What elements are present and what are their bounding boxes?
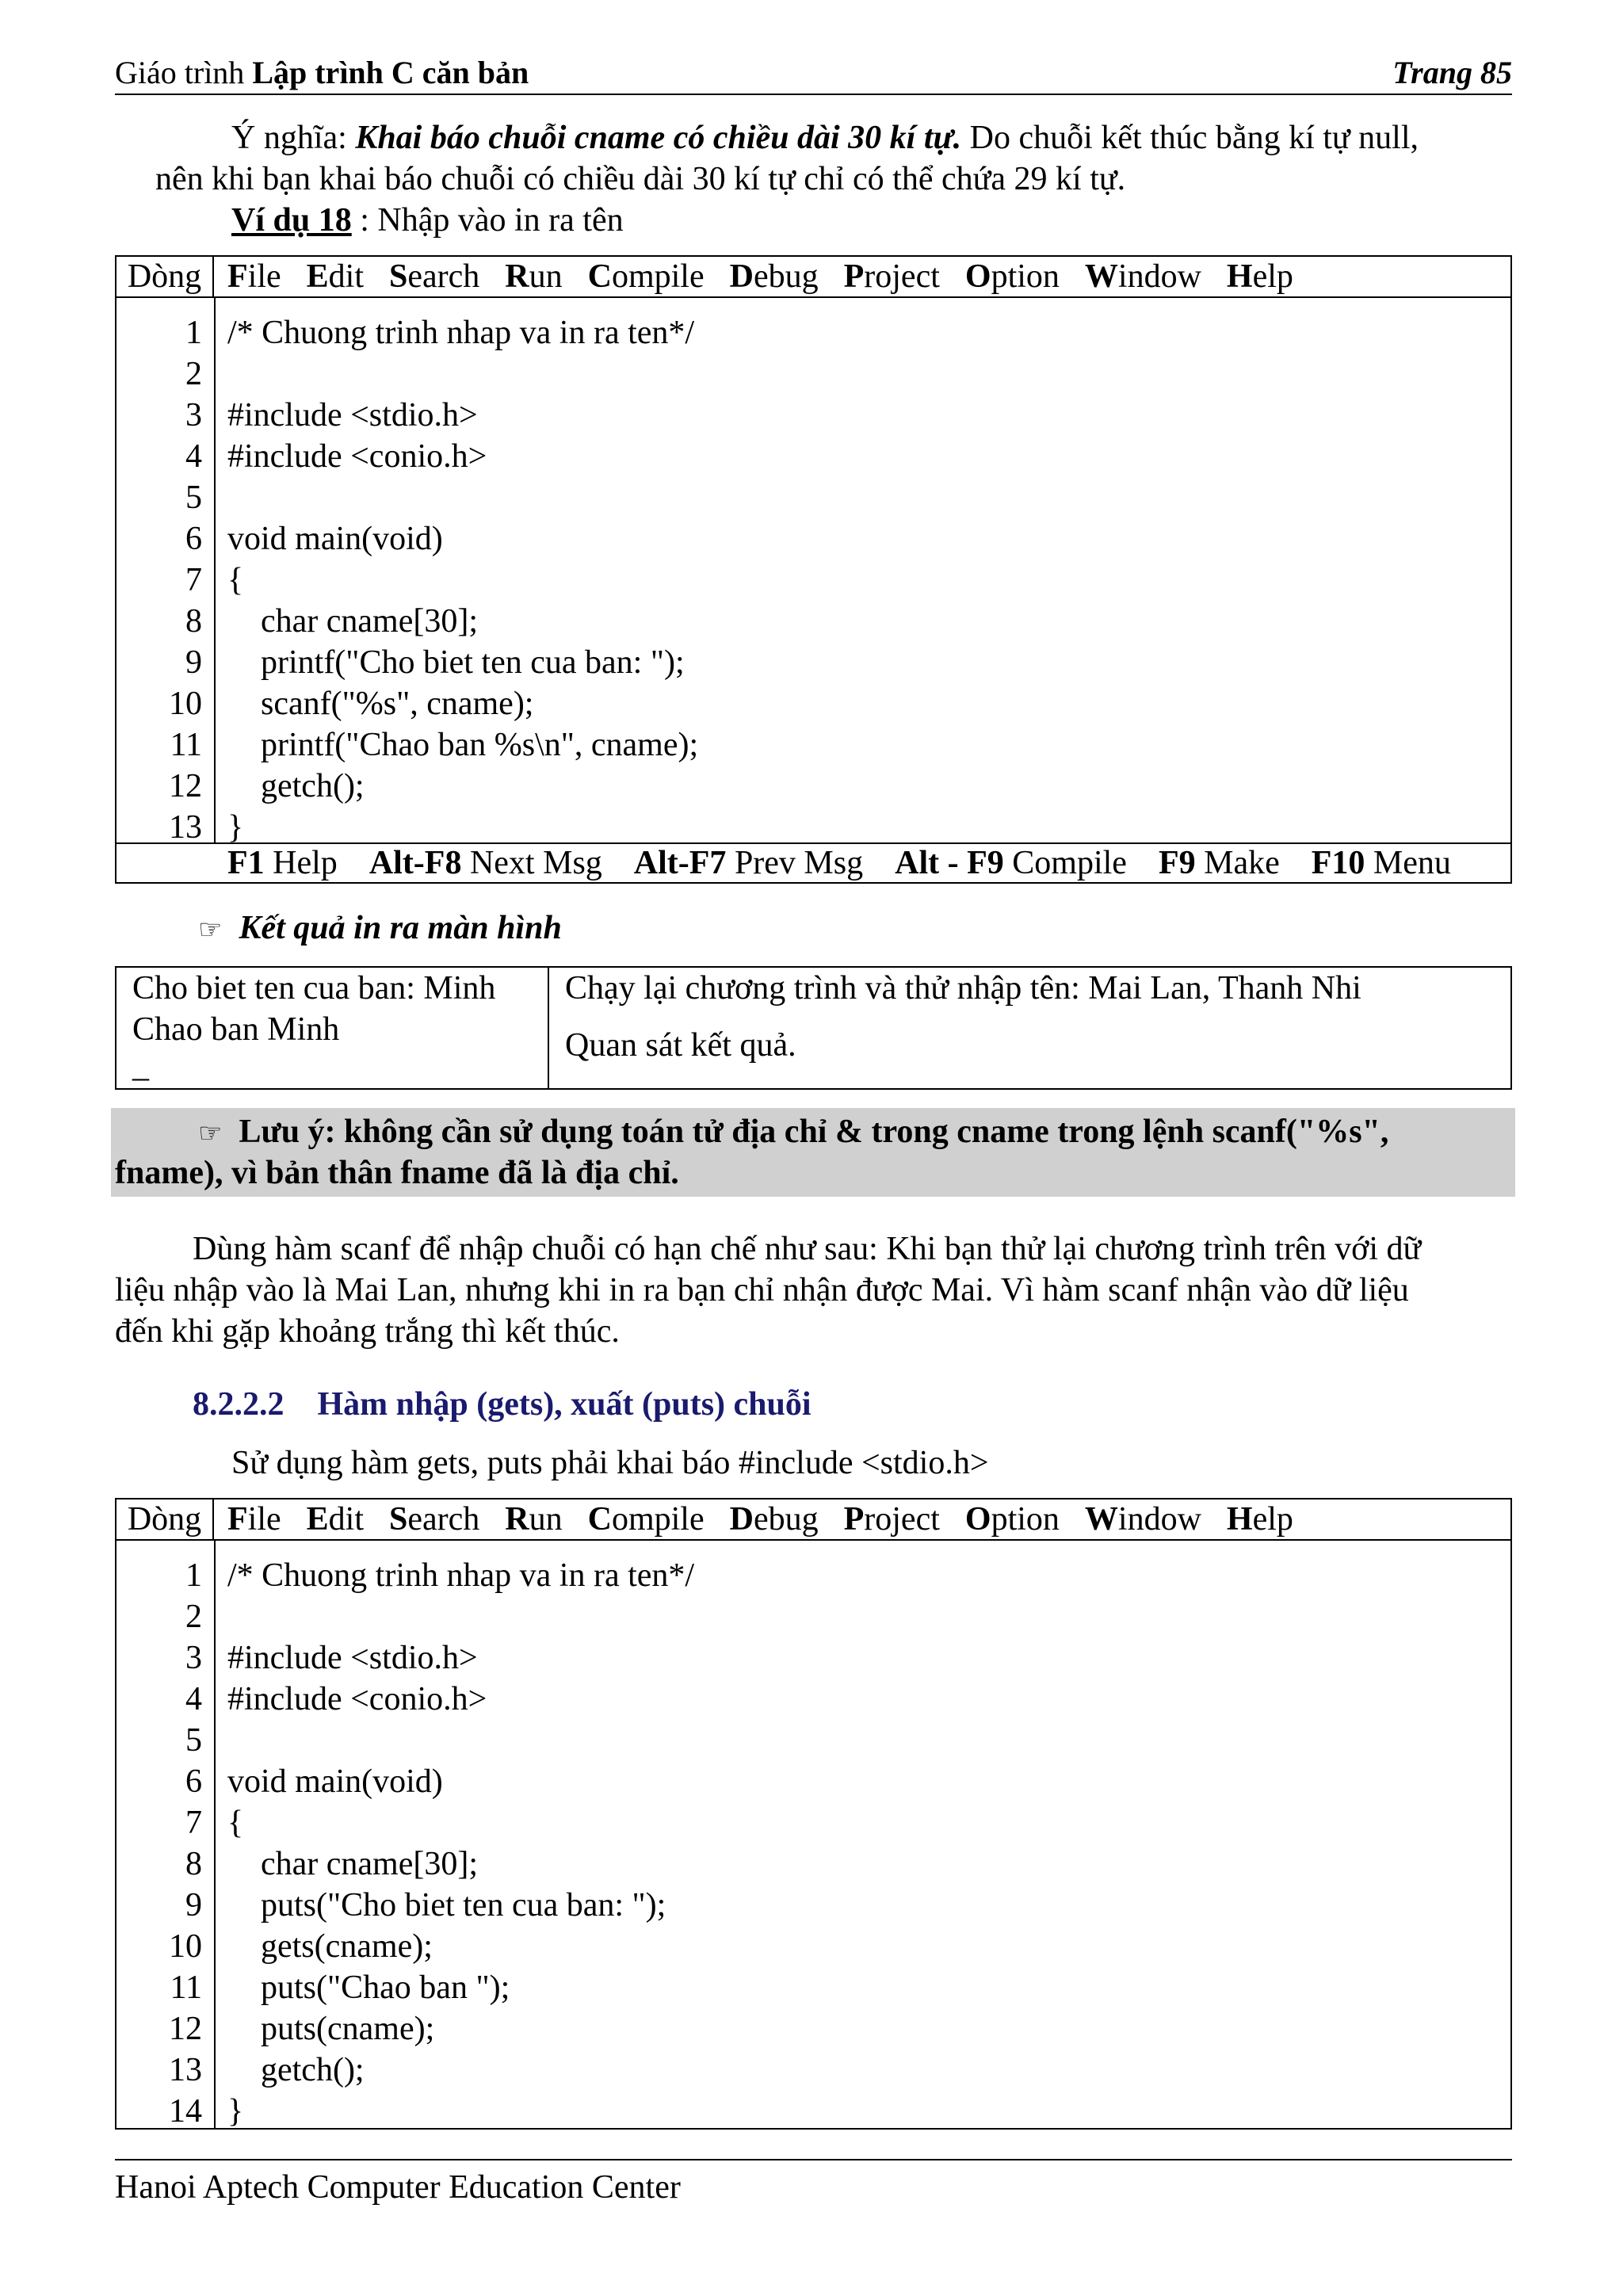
note-line-2: fname), vì bản thân fname đã là địa chỉ.: [115, 1155, 679, 1191]
code-line: #include <stdio.h>: [227, 397, 478, 434]
function-key-label: Menu: [1365, 845, 1451, 881]
function-key-label: Make: [1195, 845, 1280, 881]
code-line: [227, 353, 698, 395]
instruction-line: Chạy lại chương trình và thử nhập tên: Mai Lan, Thanh Nhi: [565, 970, 1361, 1007]
code-line: {: [227, 562, 244, 598]
meaning-line-2: nên khi bạn khai báo chuỗi có chiều dài 30 kí tự chỉ có thể chứa 29 kí tự.: [155, 161, 1126, 197]
paragraph-line: liệu nhập vào là Mai Lan, nhưng khi in ra bạn chỉ nhận được Mai. Vì hàm scanf nhận vào dữ liệu: [115, 1272, 1409, 1308]
line-number: 9: [185, 644, 202, 681]
menu-label: earch: [407, 258, 480, 295]
code-window-1: [115, 255, 1512, 884]
line-number: 1: [185, 315, 202, 351]
page-number: Trang 85: [1392, 55, 1512, 90]
code-line: [227, 477, 698, 518]
menu-label: ile: [247, 258, 281, 295]
result-table: [115, 966, 1512, 1090]
menu-hotkey: S: [389, 258, 408, 295]
line-column-header: Dòng: [116, 1499, 214, 1539]
header-title: [115, 54, 529, 91]
menu-run[interactable]: [505, 1501, 562, 1538]
menu-hotkey: F: [227, 258, 248, 295]
pointing-hand-icon: ☞: [198, 1117, 223, 1149]
line-number: 5: [185, 1722, 202, 1759]
function-key-item[interactable]: [1312, 845, 1451, 881]
menu-search[interactable]: [389, 1501, 479, 1538]
menu-label: ption: [991, 1501, 1060, 1538]
line-number: 1: [185, 1557, 202, 1594]
code-line: /* Chuong trinh nhap va in ra ten*/: [227, 1557, 695, 1594]
menu-option[interactable]: [965, 1501, 1060, 1538]
code-line: {: [227, 1805, 244, 1841]
section-title: Hàm nhập (gets), xuất (puts) chuỗi: [317, 1386, 812, 1423]
code-line: void main(void): [227, 1763, 443, 1800]
code-line: /* Chuong trinh nhap va in ra ten*/: [227, 315, 695, 351]
function-key-item[interactable]: [634, 845, 863, 881]
menu-file[interactable]: [227, 258, 281, 295]
menu-edit[interactable]: [307, 258, 364, 295]
menu-hotkey: C: [587, 1501, 612, 1538]
example-heading: [231, 200, 624, 241]
line-number: 3: [185, 397, 202, 434]
header-title-bold: Lập trình C căn bản: [252, 55, 529, 90]
code-line: getch();: [227, 768, 365, 804]
function-key-item[interactable]: [895, 845, 1127, 881]
paragraph-line: đến khi gặp khoảng trắng thì kết thúc.: [115, 1313, 620, 1350]
menu-hotkey: E: [306, 258, 329, 295]
code-line: puts(cname);: [227, 2011, 435, 2047]
menu-debug[interactable]: [730, 1501, 819, 1538]
line-numbers: [116, 312, 202, 848]
code-line: puts("Cho biet ten cua ban: ");: [227, 1887, 666, 1924]
line-numbers: [116, 1555, 202, 2132]
menu-label: elp: [1252, 1501, 1293, 1538]
line-number: 10: [169, 1928, 202, 1965]
line-number: 13: [169, 2052, 202, 2088]
line-number: 10: [169, 686, 202, 722]
menu-hotkey: E: [306, 1501, 329, 1538]
result-heading: [198, 907, 562, 950]
menu-label: indow: [1117, 258, 1201, 295]
menu-hotkey: P: [843, 1501, 865, 1538]
function-key-item[interactable]: [369, 845, 602, 881]
menu-file[interactable]: [227, 1501, 281, 1538]
line-number: 6: [185, 521, 202, 557]
function-key-label: Next Msg: [461, 845, 602, 881]
console-line: Cho biet ten cua ban: Minh: [132, 970, 496, 1007]
code-line: gets(cname);: [227, 1928, 433, 1965]
menu-hotkey: H: [1226, 1501, 1253, 1538]
note-text-1: Lưu ý: không cần sử dụng toán tử địa chỉ & trong cname trong lệnh scanf("%s",: [239, 1114, 1389, 1150]
menu-edit[interactable]: [307, 1501, 364, 1538]
code-lines: [227, 1555, 694, 2132]
code-line: char cname[30];: [227, 1846, 479, 1882]
column-divider: [214, 296, 216, 842]
menu-hotkey: P: [843, 258, 865, 295]
result-instructions: [549, 968, 1510, 1088]
example-title: : Nhập vào in ra tên: [351, 202, 624, 239]
menu-label: un: [529, 1501, 563, 1538]
meaning-bold: Khai báo chuỗi cname có chiều dài 30 kí tự.: [355, 120, 962, 156]
code-lines: [227, 312, 698, 848]
line-number: 11: [170, 1969, 202, 2006]
menu-items: [227, 257, 1319, 296]
menu-compile[interactable]: [588, 258, 705, 295]
line-number: 2: [185, 1599, 202, 1635]
section-number: 8.2.2.2: [193, 1386, 285, 1423]
code-line: [227, 1720, 694, 1761]
footer-rule: [115, 2159, 1512, 2160]
instruction-line: Quan sát kết quả.: [565, 1027, 796, 1064]
line-column-header: Dòng: [116, 257, 214, 296]
menu-label: earch: [407, 1501, 480, 1538]
line-number: 2: [185, 356, 202, 392]
code-line: getch();: [227, 2052, 365, 2088]
code-line: void main(void): [227, 521, 443, 557]
console-cursor: _: [132, 1048, 149, 1084]
menu-debug[interactable]: [730, 258, 819, 295]
pointing-hand-icon: ☞: [198, 914, 223, 946]
line-number: 14: [169, 2093, 202, 2130]
menu-label: dit: [328, 1501, 364, 1538]
line-number: 12: [169, 2011, 202, 2047]
menu-hotkey: O: [964, 1501, 991, 1538]
line-number: 4: [185, 1681, 202, 1717]
menu-items: [227, 1499, 1319, 1539]
code-line: #include <conio.h>: [227, 438, 487, 475]
meaning-rest: Do chuỗi kết thúc bằng kí tự null,: [961, 120, 1419, 156]
menu-label: ompile: [611, 258, 705, 295]
function-key: F9: [1158, 845, 1196, 881]
menu-label: un: [529, 258, 563, 295]
meaning-line: [231, 117, 1419, 159]
menu-window[interactable]: [1085, 1501, 1201, 1538]
menu-label: ebug: [753, 258, 819, 295]
menu-hotkey: D: [729, 1501, 754, 1538]
menu-label: ile: [247, 1501, 281, 1538]
paragraph-line: Dùng hàm scanf để nhập chuỗi có hạn chế như sau: Khi bạn thử lại chương trình trên với dữ: [193, 1231, 1422, 1267]
page-footer: Hanoi Aptech Computer Education Center: [115, 2169, 681, 2206]
line-number: 13: [169, 809, 202, 846]
page-header: [115, 49, 1512, 95]
menu-label: dit: [328, 258, 364, 295]
menu-hotkey: W: [1084, 1501, 1118, 1538]
menu-option[interactable]: [965, 258, 1060, 295]
menu-help[interactable]: [1227, 1501, 1293, 1538]
menu-hotkey: O: [964, 258, 991, 295]
code-line: #include <stdio.h>: [227, 1640, 478, 1676]
menu-hotkey: H: [1226, 258, 1253, 295]
code-line: printf("Cho biet ten cua ban: ");: [227, 644, 685, 681]
menu-hotkey: R: [505, 1501, 529, 1538]
line-number: 8: [185, 603, 202, 640]
line-number: 8: [185, 1846, 202, 1882]
menu-label: ption: [991, 258, 1060, 295]
code-line: char cname[30];: [227, 603, 479, 640]
column-divider: [214, 1539, 216, 2128]
menu-run[interactable]: [505, 258, 562, 295]
menu-label: ebug: [753, 1501, 819, 1538]
section-intro: Sử dụng hàm gets, puts phải khai báo #include <stdio.h>: [231, 1445, 989, 1481]
function-key-item[interactable]: [227, 845, 338, 881]
function-key-label: Help: [264, 845, 338, 881]
function-key-label: Compile: [1003, 845, 1127, 881]
function-key-item[interactable]: [1159, 845, 1280, 881]
menu-search[interactable]: [389, 258, 479, 295]
menu-bar: [116, 1499, 1510, 1541]
line-number: 4: [185, 438, 202, 475]
menu-label: ompile: [611, 1501, 705, 1538]
menu-help[interactable]: [1227, 258, 1293, 295]
function-key: F10: [1311, 845, 1365, 881]
code-line: }: [227, 2093, 244, 2130]
console-line: Chao ban Minh: [132, 1011, 340, 1048]
menu-hotkey: S: [389, 1501, 408, 1538]
function-key: Alt-F7: [633, 845, 727, 881]
meaning-label: Ý nghĩa:: [231, 120, 356, 156]
line-number: 9: [185, 1887, 202, 1924]
function-key: Alt - F9: [895, 845, 1004, 881]
menu-label: roject: [864, 1501, 940, 1538]
menu-bar: [116, 257, 1510, 298]
example-label: Ví dụ 18: [231, 202, 352, 239]
menu-label: indow: [1117, 1501, 1201, 1538]
code-window-2: [115, 1498, 1512, 2130]
line-number: 5: [185, 479, 202, 516]
console-output: [116, 968, 549, 1088]
line-number: 12: [169, 768, 202, 804]
menu-project[interactable]: [844, 1501, 940, 1538]
line-number: 7: [185, 562, 202, 598]
menu-hotkey: C: [587, 258, 612, 295]
function-key: F1: [227, 845, 265, 881]
menu-hotkey: R: [505, 258, 529, 295]
menu-label: elp: [1252, 258, 1293, 295]
menu-compile[interactable]: [588, 1501, 705, 1538]
line-number: 3: [185, 1640, 202, 1676]
menu-window[interactable]: [1085, 258, 1201, 295]
menu-hotkey: D: [729, 258, 754, 295]
code-line: [227, 1596, 694, 1637]
header-title-prefix: Giáo trình: [115, 55, 253, 90]
code-line: #include <conio.h>: [227, 1681, 487, 1717]
status-bar: [116, 842, 1510, 882]
code-line: puts("Chao ban ");: [227, 1969, 510, 2006]
line-number: 11: [170, 727, 202, 763]
note-line-1: [198, 1111, 1388, 1154]
function-key-label: Prev Msg: [726, 845, 864, 881]
function-keys: [227, 844, 1483, 882]
result-heading-text: Kết quả in ra màn hình: [239, 910, 562, 946]
menu-project[interactable]: [844, 258, 940, 295]
note-box: [111, 1108, 1515, 1197]
code-line: scanf("%s", cname);: [227, 686, 534, 722]
function-key: Alt-F8: [369, 845, 462, 881]
menu-hotkey: W: [1084, 258, 1118, 295]
line-number: 6: [185, 1763, 202, 1800]
menu-label: roject: [864, 258, 940, 295]
menu-hotkey: F: [227, 1501, 248, 1538]
section-heading: [193, 1384, 812, 1425]
line-number: 7: [185, 1805, 202, 1841]
code-line: printf("Chao ban %s\n", cname);: [227, 727, 699, 763]
code-line: }: [227, 809, 244, 846]
